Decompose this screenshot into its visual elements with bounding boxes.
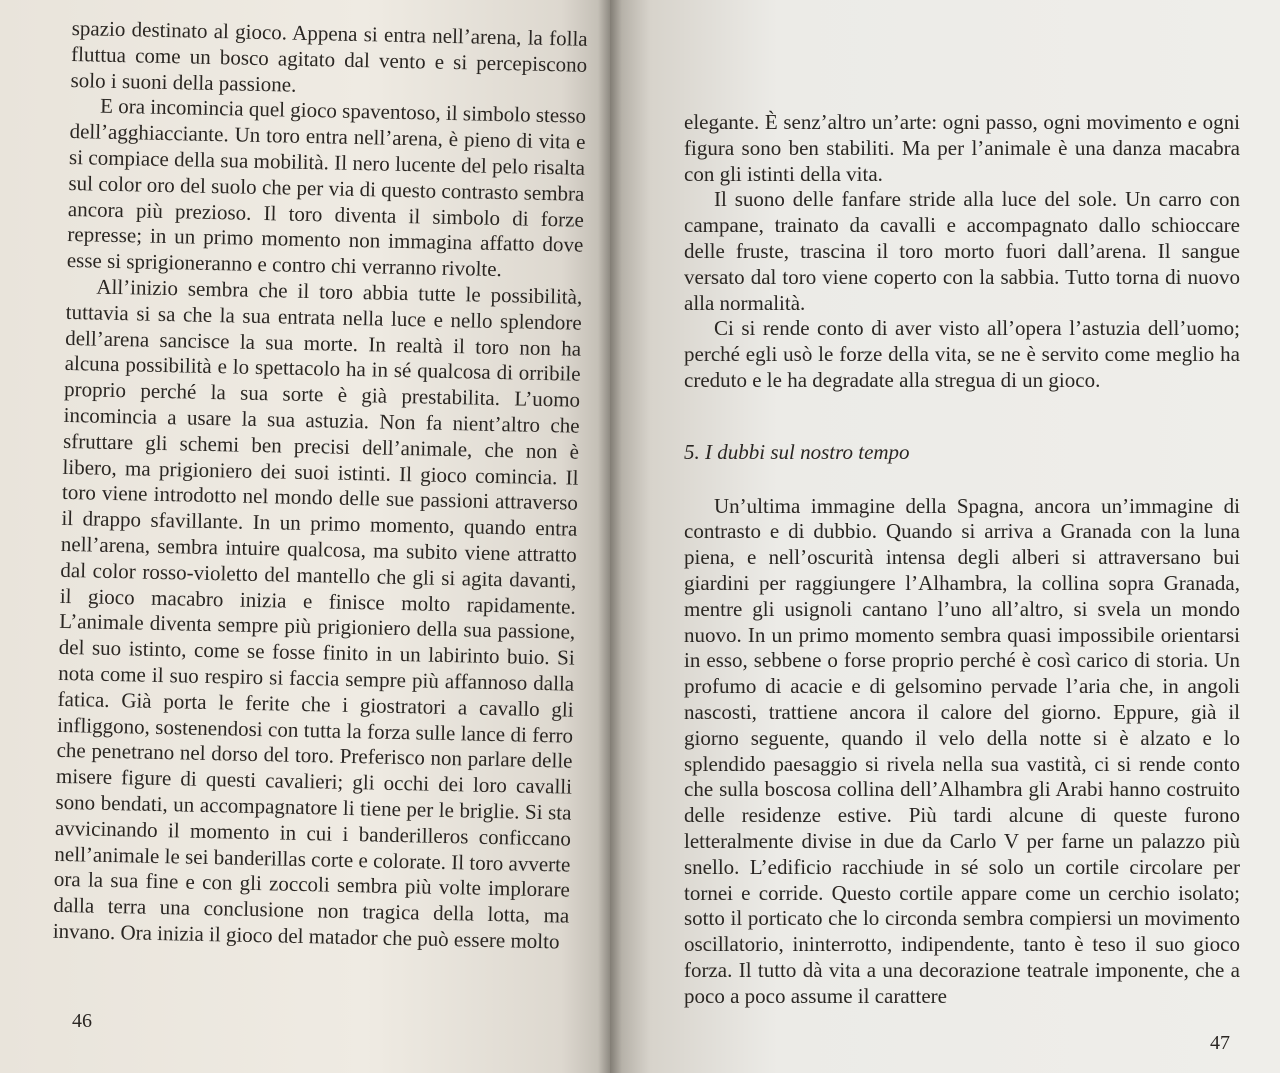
left-page-text (53, 16, 588, 955)
paragraph: spazio destinato al gioco. Appena si entra nell’arena, la folla fluttua come un bosco agitato dal vento e si percepiscono solo i suoni della passione. (70, 16, 588, 97)
section-heading: 5. I dubbi sul nostro tempo (684, 439, 910, 464)
book-gutter (598, 0, 622, 1073)
paragraph: Il suono delle fanfare stride alla luce del sole. Un carro con campane, trainato da cavalli e accompagnato dallo schioccare delle fruste, trascina il toro morto fuori dall’arena. Il sangue versato dal toro viene coperto con la sabbia. Tutto torna di nuovo alla normalità. (684, 187, 1240, 315)
paragraph: E ora incomincia quel gioco spaventoso, il simbolo stesso dell’agghiacciante. Un toro entra nell’arena, è pieno di vita e si compiace della sua mobilità. Il nero lucente del pelo risalta sul color oro del suolo che per via di questo contrasto sembra ancora più prezioso. Il toro diventa il simbolo di forze represse; in un primo momento non immagina affatto dove esse si sprigioneranno e contro chi verranno rivolte. (66, 94, 587, 282)
paragraph: elegante. È senz’altro un’arte: ogni passo, ogni movimento e ogni figura sono ben stabiliti. Ma per l’animale è una danza macabra con gli istinti della vita. (684, 110, 1240, 186)
page-number: 46 (72, 1010, 92, 1032)
page-number: 47 (1210, 1032, 1230, 1054)
paragraph: All’inizio sembra che il toro abbia tutte le possibilità, tuttavia si sa che la sua entrata nella luce e nello splendore dell’arena sancisce la sua morte. In realtà il toro non ha alcuna possibilità e lo spettacolo ha in sé qualcosa di orribile proprio perché la sua sorte è già prestabilita. L’uomo incomincia a usare la sua astuzia. Non fa nient’altro che sfruttare gli schemi ben precisi dell’animale, che non è libero, ma prigioniero dei suoi istinti. Il gioco comincia. Il toro viene introdotto nel mondo delle sue passioni attraverso il drappo sfavillante. In un primo momento, quando entra nell’arena, sembra intuire qualcosa, ma subito viene attratto dal color rosso-violetto del mantello che gli si agita davanti, il gioco macabro inizia e finisce molto rapidamente. L’animale diventa sempre più prigioniero della sua passione, del suo istinto, come se fosse finito in un labirinto buio. Si nota come il suo respiro si faccia sempre più affannoso dalla fatica. Già porta le ferite che i giostratori a cavallo gli infliggono, sostenendosi con tutta la forza sulle lance di ferro che penetrano nel dorso del toro. Preferisco non parlare delle misere figure di questi cavalieri; gli occhi dei loro cavalli sono bendati, un accompagnatore li tiene per le briglie. Si sta avvicinando il momento in cui i banderilleros conficcano nell’animale le sei banderillas corte e colorate. Il toro avverte ora la sua fine e con gli zoccoli sembra più volte implorare dalla terra una conclusione non tragica della lotta, ma invano. Ora inizia il gioco del matador che può essere molto (52, 274, 583, 954)
paragraph: Un’ultima immagine della Spagna, ancora un’immagine di contrasto e di dubbio. Quando si arriva a Granada con la luna piena, e nell’oscurità intensa degli alberi si attraversano bui giardini per raggiungere l’Alhambra, la collina sopra Granada, mentre gli usignoli cantano l’uno all’altro, si svela un mondo nuovo. In un primo momento sembra quasi impossibile orientarsi in esso, sebbene o forse proprio perché è così carico di storia. Un profumo di acacie e di gelsomino pervade l’aria che, in angoli nascosti, trattiene ancora il calore del giorno. Eppure, già il giorno seguente, quando il velo della notte si è alzato e lo splendido paesaggio si rivela nella sua vastità, ci si rende conto che sulla boscosa collina dell’Alhambra gli Arabi hanno costruito delle residenze estive. Più tardi alcune di queste furono letteralmente divise in due da Carlo V per farne un palazzo più snello. L’edificio racchiude in sé solo un cortile circolare per tornei e corride. Questo cortile appare come un cerchio isolato; sotto il porticato che lo circonda sembra compiersi un movimento oscillatorio, ininterrotto, indipendente, tanto è teso il suo gioco forza. Il tutto dà vita a una decorazione teatrale imponente, che a poco a poco assume il carattere (684, 493, 1240, 1008)
right-page (610, 0, 1280, 1073)
right-page-text (684, 110, 1240, 1010)
paragraph: Ci si rende conto di aver visto all’opera l’astuzia dell’uomo; perché egli usò le forze della vita, se ne è servito come meglio ha creduto e le ha degradate alla stregua di un gioco. (684, 316, 1240, 392)
left-page (0, 0, 610, 1073)
